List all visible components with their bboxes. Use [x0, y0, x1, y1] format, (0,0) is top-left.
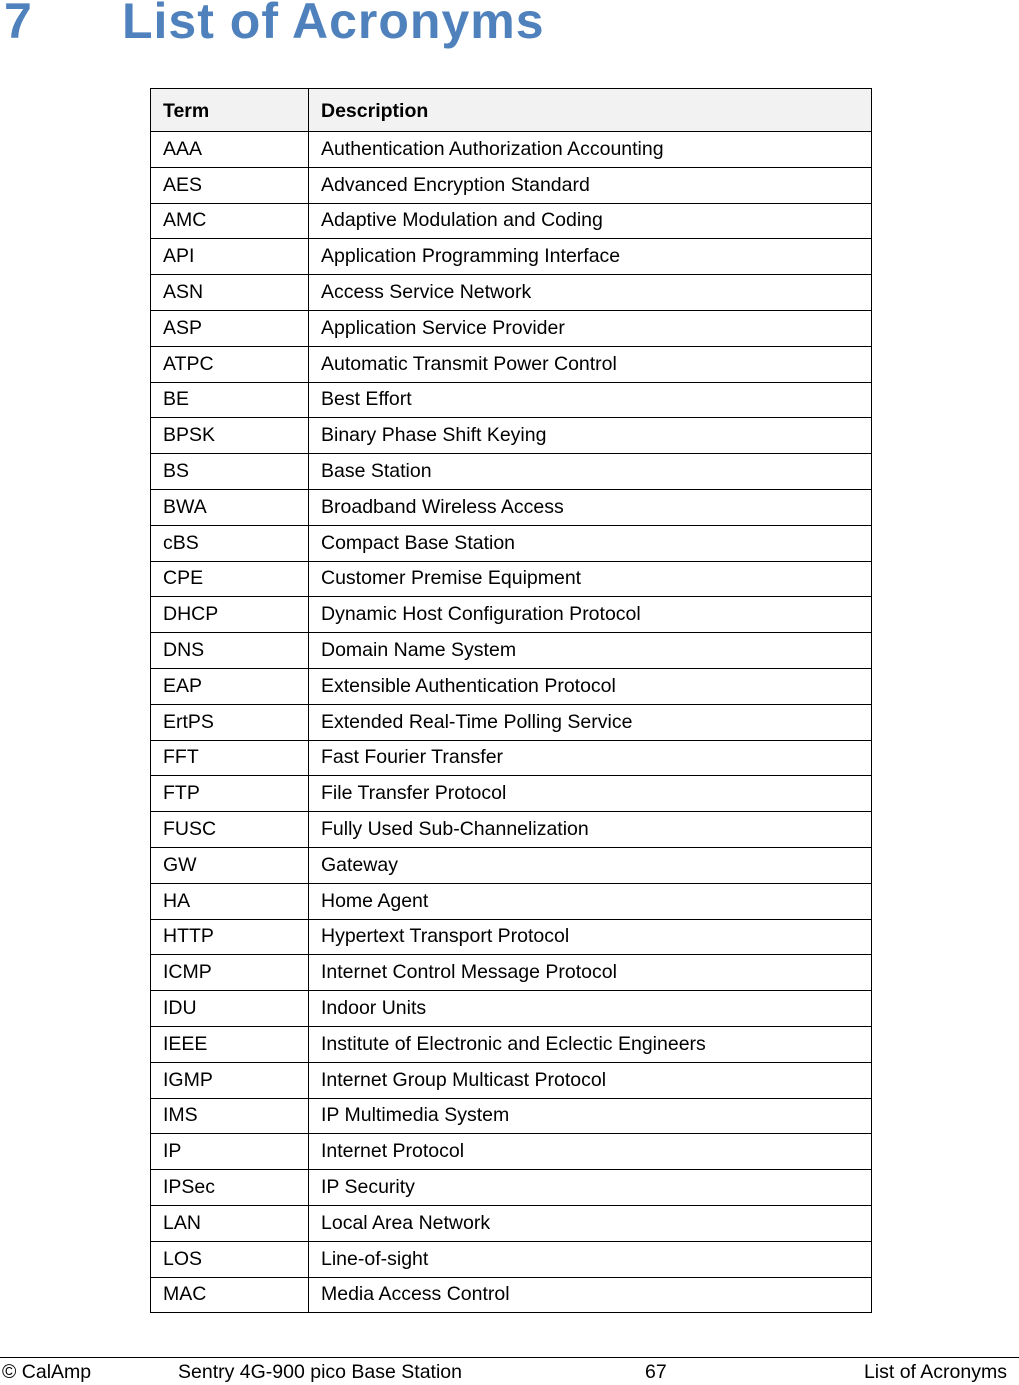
table-row — [151, 203, 872, 239]
term-cell: HTTP — [151, 919, 309, 955]
description-cell: Advanced Encryption Standard — [309, 167, 872, 203]
description-cell: Binary Phase Shift Keying — [309, 418, 872, 454]
term-cell: DHCP — [151, 597, 309, 633]
table-body — [151, 132, 872, 1313]
description-cell: Authentication Authorization Accounting — [309, 132, 872, 168]
footer-copyright: © CalAmp — [2, 1361, 92, 1383]
term-cell: IGMP — [151, 1062, 309, 1098]
description-cell: Media Access Control — [309, 1277, 872, 1313]
table-row — [151, 1170, 872, 1206]
term-cell: ASP — [151, 310, 309, 346]
term-cell: BPSK — [151, 418, 309, 454]
table-row — [151, 382, 872, 418]
description-cell: Application Programming Interface — [309, 239, 872, 275]
table-row — [151, 167, 872, 203]
term-cell: IP — [151, 1134, 309, 1170]
term-cell: AES — [151, 167, 309, 203]
term-cell: IEEE — [151, 1026, 309, 1062]
term-cell: CPE — [151, 561, 309, 597]
description-cell: Hypertext Transport Protocol — [309, 919, 872, 955]
table-row — [151, 1241, 872, 1277]
table-row — [151, 454, 872, 490]
term-cell: cBS — [151, 525, 309, 561]
description-cell: Access Service Network — [309, 275, 872, 311]
table-row — [151, 132, 872, 168]
description-cell: Fast Fourier Transfer — [309, 740, 872, 776]
description-cell: IP Multimedia System — [309, 1098, 872, 1134]
description-cell: Gateway — [309, 847, 872, 883]
description-cell: Extended Real-Time Polling Service — [309, 704, 872, 740]
description-cell: Application Service Provider — [309, 310, 872, 346]
table-row — [151, 1062, 872, 1098]
description-cell: Dynamic Host Configuration Protocol — [309, 597, 872, 633]
term-cell: ATPC — [151, 346, 309, 382]
footer-page-number: 67 — [645, 1361, 667, 1383]
footer-divider — [0, 1357, 1019, 1358]
column-header-term: Term — [151, 89, 309, 132]
column-header-description: Description — [309, 89, 872, 132]
footer-product: Sentry 4G-900 pico Base Station — [178, 1361, 462, 1383]
description-cell: Indoor Units — [309, 991, 872, 1027]
table-row — [151, 1205, 872, 1241]
term-cell: IPSec — [151, 1170, 309, 1206]
term-cell: BS — [151, 454, 309, 490]
description-cell: Best Effort — [309, 382, 872, 418]
table-row — [151, 1026, 872, 1062]
description-cell: Internet Protocol — [309, 1134, 872, 1170]
description-cell: Institute of Electronic and Eclectic Engineers — [309, 1026, 872, 1062]
table-row — [151, 668, 872, 704]
table-row — [151, 704, 872, 740]
description-cell: Base Station — [309, 454, 872, 490]
table-row — [151, 1277, 872, 1313]
description-cell: Customer Premise Equipment — [309, 561, 872, 597]
table-row — [151, 991, 872, 1027]
table-row — [151, 310, 872, 346]
description-cell: Fully Used Sub-Channelization — [309, 812, 872, 848]
table-row — [151, 239, 872, 275]
table-row — [151, 525, 872, 561]
table-row — [151, 633, 872, 669]
term-cell: LAN — [151, 1205, 309, 1241]
description-cell: File Transfer Protocol — [309, 776, 872, 812]
term-cell: MAC — [151, 1277, 309, 1313]
description-cell: Internet Control Message Protocol — [309, 955, 872, 991]
table-row — [151, 919, 872, 955]
description-cell: Adaptive Modulation and Coding — [309, 203, 872, 239]
term-cell: LOS — [151, 1241, 309, 1277]
table-row — [151, 275, 872, 311]
description-cell: Automatic Transmit Power Control — [309, 346, 872, 382]
term-cell: FTP — [151, 776, 309, 812]
table-row — [151, 489, 872, 525]
table-header-row — [151, 89, 872, 132]
term-cell: ASN — [151, 275, 309, 311]
table-row — [151, 847, 872, 883]
term-cell: ICMP — [151, 955, 309, 991]
term-cell: FFT — [151, 740, 309, 776]
table-row — [151, 597, 872, 633]
table-row — [151, 1098, 872, 1134]
term-cell: AMC — [151, 203, 309, 239]
footer-section: List of Acronyms — [863, 1361, 1007, 1383]
table-row — [151, 1134, 872, 1170]
table-row — [151, 346, 872, 382]
term-cell: ErtPS — [151, 704, 309, 740]
table-row — [151, 561, 872, 597]
description-cell: Internet Group Multicast Protocol — [309, 1062, 872, 1098]
term-cell: AAA — [151, 132, 309, 168]
table-row — [151, 776, 872, 812]
term-cell: BE — [151, 382, 309, 418]
section-title: List of Acronyms — [122, 0, 545, 49]
section-heading — [4, 0, 545, 52]
table-row — [151, 418, 872, 454]
term-cell: DNS — [151, 633, 309, 669]
description-cell: Domain Name System — [309, 633, 872, 669]
term-cell: IDU — [151, 991, 309, 1027]
description-cell: Line-of-sight — [309, 1241, 872, 1277]
term-cell: API — [151, 239, 309, 275]
table-row — [151, 883, 872, 919]
term-cell: GW — [151, 847, 309, 883]
table-row — [151, 955, 872, 991]
term-cell: EAP — [151, 668, 309, 704]
section-number: 7 — [4, 0, 33, 49]
term-cell: HA — [151, 883, 309, 919]
table-row — [151, 812, 872, 848]
description-cell: Broadband Wireless Access — [309, 489, 872, 525]
term-cell: IMS — [151, 1098, 309, 1134]
term-cell: BWA — [151, 489, 309, 525]
description-cell: Extensible Authentication Protocol — [309, 668, 872, 704]
acronym-table — [150, 88, 872, 1313]
description-cell: Compact Base Station — [309, 525, 872, 561]
description-cell: IP Security — [309, 1170, 872, 1206]
description-cell: Home Agent — [309, 883, 872, 919]
table-row — [151, 740, 872, 776]
description-cell: Local Area Network — [309, 1205, 872, 1241]
term-cell: FUSC — [151, 812, 309, 848]
